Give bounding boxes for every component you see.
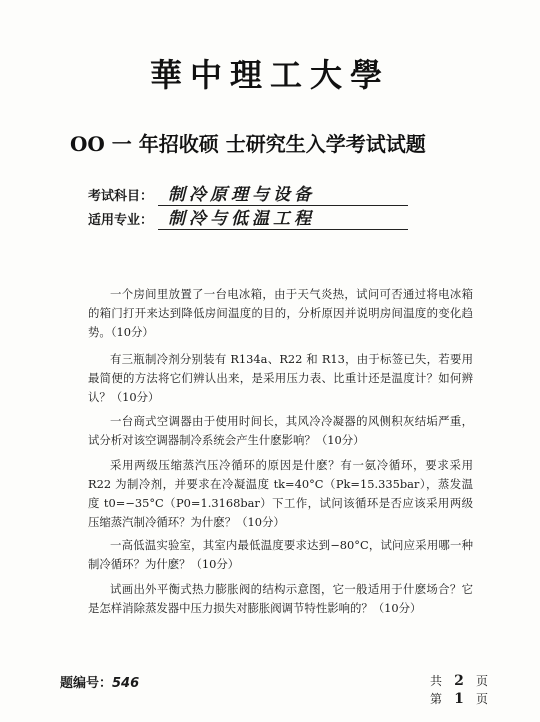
total-suffix: 页 [476, 674, 489, 688]
exam-code-label: 题编号： [60, 676, 113, 691]
exam-title: OO 一 年招收硕 士研究生入学考试试题 [70, 132, 426, 156]
subject-value: 制冷原理与设备 [158, 180, 408, 206]
current-page [430, 690, 488, 707]
major-label: 适用专业： [88, 213, 154, 228]
question-1: 一个房间里放置了一台电冰箱，由于天气炎热，试问可否通过将电冰箱的箱门打开来达到降低房间温度的目的，分析原因并说明房间温度的变化趋势。（10分） [88, 287, 473, 339]
question-2: 有三瓶制冷剂分别装有 R134a、R22 和 R13，由于标签已失，若要用最简便的方法将它们辨认出来，是采用压力表、比重计还是温度计？如何辨认？（10分） [88, 352, 473, 404]
exam-code-value: 546 [112, 676, 140, 691]
total-pages-value: 2 [454, 673, 464, 689]
current-suffix: 页 [476, 692, 489, 706]
major-value: 制冷与低温工程 [158, 204, 408, 230]
question-4: 采用两级压缩蒸汽压冷循环的原因是什麽？有一氨冷循环，要求采用 R22 为制冷剂，并要求在冷凝温度 tk=40°C（Pk=15.335bar），蒸发温度 t0=−35°C（P0=1.3168bar）下工作，试问该循环是否应该采用两级压缩蒸汽制冷循环？为什麽？（10分） [88, 458, 473, 529]
current-page-value: 1 [454, 691, 464, 707]
total-prefix: 共 [430, 674, 443, 688]
current-prefix: 第 [430, 692, 443, 706]
university-name: 華中理工大學 [149, 56, 390, 94]
total-pages [430, 672, 488, 689]
subject-label: 考试科目： [88, 189, 154, 204]
question-6: 试画出外平衡式热力膨胀阀的结构示意图，它一般适用于什麽场合？它是怎样消除蒸发器中压力损失对膨胀阀调节特性影响的？（10分） [88, 582, 473, 615]
question-5: 一高低温实验室，其室内最低温度要求达到−80°C，试问应采用哪一种制冷循环？为什麽？（10分） [88, 538, 473, 571]
question-3: 一台商式空调器由于使用时间长，其风冷冷凝器的风侧积灰结垢严重，试分析对该空调器制冷系统会产生什麽影响？（10分） [88, 414, 473, 447]
subject-row [88, 180, 408, 206]
major-row [88, 204, 408, 230]
exam-code [60, 672, 139, 691]
